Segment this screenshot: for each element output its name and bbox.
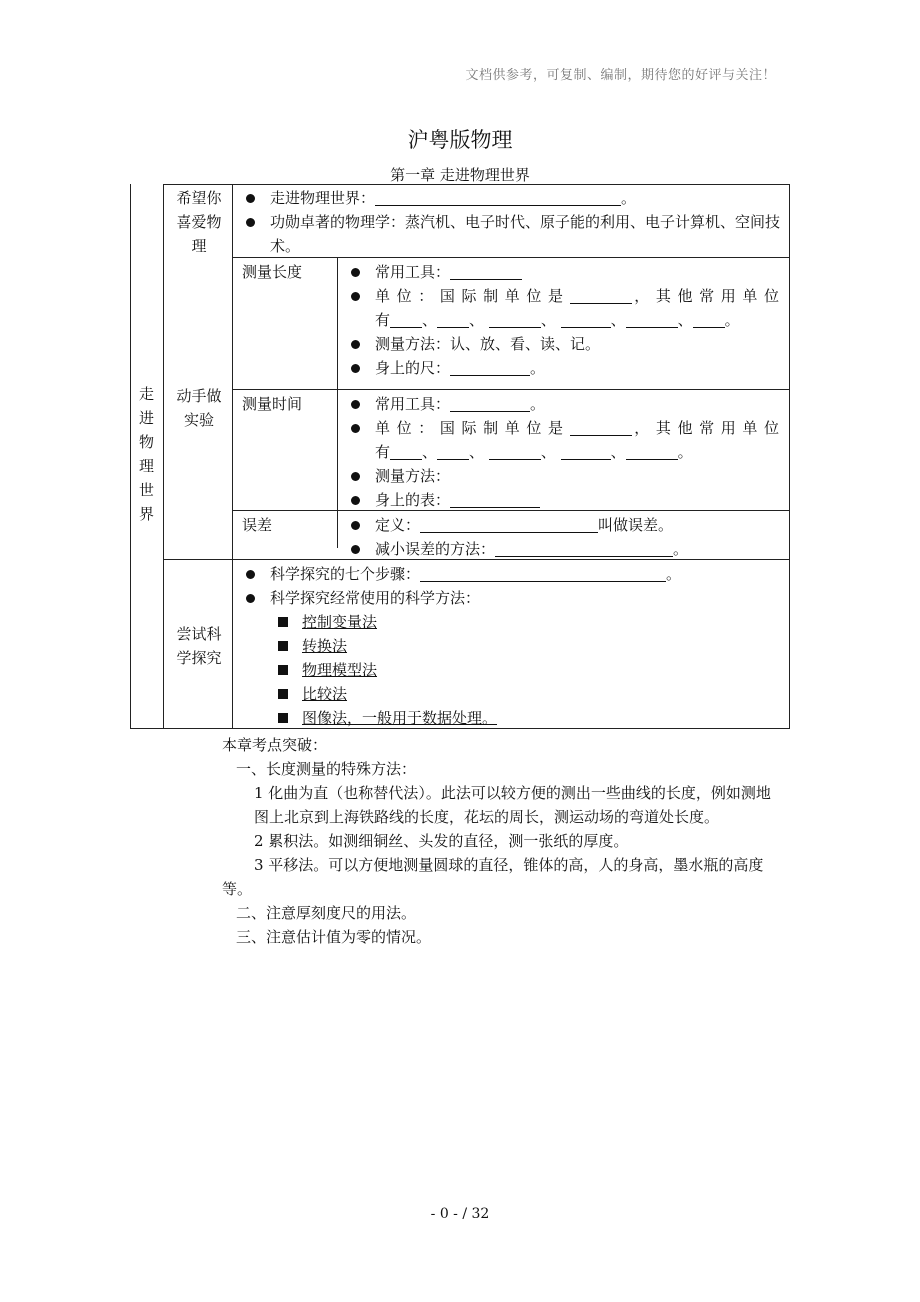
chapter-label-char: 界 (138, 505, 154, 523)
bullet-item (343, 464, 783, 488)
bullet-text-line (375, 284, 783, 308)
notes-text: 1 化曲为直（也称替代法）。此法可以较方便的测出一些曲线的长度，例如测地图上北京到上海铁路线的长度，花坛的周长，测运动场的弯道处长度。 (254, 784, 771, 826)
answer-blank[interactable] (489, 443, 541, 460)
bullet-dot-icon (351, 472, 360, 481)
bullet-square-icon (278, 665, 288, 675)
bullet-dot-icon (351, 521, 360, 530)
bullet-text: 身上的尺： (375, 359, 451, 377)
bullet-item (343, 260, 783, 284)
method-item (238, 610, 783, 634)
bullet-item (238, 210, 783, 258)
bullet-dot-icon (246, 194, 255, 203)
page-title: 沪粤版物理 (407, 128, 513, 152)
notes-paragraph: 一、长度测量的特殊方法： (236, 760, 417, 778)
bullet-text: 科学探究经常使用的科学方法： (270, 589, 481, 607)
chapter-label-char: 物 (138, 433, 154, 451)
notes-paragraph: 3 平移法。可以方便地测量圆球的直径，锥体的高，人的身高，墨水瓶的高度等。 (222, 856, 764, 898)
method-text: 图像法，一般用于数据处理。 (302, 709, 498, 727)
section-content-inquiry (238, 562, 783, 730)
bullet-square-icon (278, 689, 288, 699)
answer-blank[interactable] (420, 565, 666, 582)
bullet-dot-icon (351, 424, 360, 433)
answer-blank[interactable] (420, 516, 598, 533)
chapter-label (130, 382, 163, 526)
bullet-item (343, 537, 783, 561)
topic-label-time: 测量时间 (242, 395, 303, 413)
bullet-dot-icon (351, 496, 360, 505)
answer-blank[interactable] (570, 419, 632, 436)
bullet-text: 测量方法： (375, 467, 451, 485)
bullet-dot-icon (351, 340, 360, 349)
bullet-dot-icon (351, 268, 360, 277)
chapter-label-char: 走 (138, 385, 154, 403)
chapter-title: 第一章 走进物理世界 (390, 166, 530, 184)
answer-blank[interactable] (450, 263, 522, 280)
table-row-divider (232, 389, 789, 390)
notes-paragraph: 二、注意厚刻度尺的用法。 (236, 904, 417, 922)
header-note: 文档供参考，可复制、编制，期待您的好评与关注！ (465, 68, 776, 83)
bullet-item (238, 186, 783, 210)
bullet-dot-icon (246, 594, 255, 603)
bullet-text: ，其他常用单位 (631, 287, 783, 305)
bullet-text: 单位：国际制单位是 (375, 419, 570, 437)
table-border-top (163, 184, 790, 185)
topic-label-length: 测量长度 (242, 263, 303, 281)
answer-blank[interactable] (390, 443, 422, 460)
bullet-dot-icon (246, 218, 255, 227)
bullet-text: 。 (530, 395, 546, 413)
bullet-item (343, 488, 783, 512)
bullet-dot-icon (351, 364, 360, 373)
notes-heading: 本章考点突破： (222, 736, 328, 754)
answer-blank[interactable] (375, 189, 621, 206)
bullet-text: 科学探究的七个步骤： (270, 565, 421, 583)
bullet-text: 常用工具： (375, 395, 451, 413)
answer-blank[interactable] (450, 395, 530, 412)
table-border-right (789, 184, 790, 729)
bullet-text: 叫做误差。 (598, 516, 674, 534)
bullet-square-icon (278, 641, 288, 651)
bullet-text-line (375, 416, 783, 440)
bullet-text: 。 (673, 540, 689, 558)
bullet-text: 。 (621, 189, 637, 207)
section-label-like-physics: 希望你喜爱物理 (176, 189, 222, 255)
bullet-text: 功勋卓著的物理学：蒸汽机、电子时代、原子能的利用、电子计算机、空间技术。 (270, 213, 781, 255)
bullet-text: 单位：国际制单位是 (375, 287, 570, 305)
answer-blank[interactable] (437, 443, 469, 460)
answer-blank[interactable] (495, 540, 673, 557)
method-text: 控制变量法 (302, 613, 378, 631)
bullet-item (238, 586, 783, 610)
method-item (238, 634, 783, 658)
section-content-like-physics (238, 186, 783, 258)
outline-table (130, 184, 790, 729)
answer-blank[interactable] (561, 443, 611, 460)
answer-blank[interactable] (626, 311, 678, 328)
answer-blank[interactable] (693, 311, 725, 328)
notes-paragraph (222, 781, 782, 829)
bullet-text: 定义： (375, 516, 421, 534)
bullet-dot-icon (351, 292, 360, 301)
method-text: 比较法 (302, 685, 348, 703)
bullet-square-icon (278, 617, 288, 627)
bullet-dot-icon (351, 545, 360, 554)
bullet-item (343, 392, 783, 416)
topic-content-length (343, 260, 783, 380)
bullet-text: 。 (666, 565, 682, 583)
bullet-dot-icon (246, 570, 255, 579)
method-item (238, 682, 783, 706)
bullet-dot-icon (351, 400, 360, 409)
answer-blank[interactable] (626, 443, 678, 460)
bullet-square-icon (278, 713, 288, 723)
answer-blank[interactable] (570, 287, 632, 304)
answer-blank[interactable] (390, 311, 422, 328)
bullet-text: 有 (375, 311, 391, 329)
answer-blank[interactable] (489, 311, 541, 328)
table-col-divider (163, 184, 164, 729)
section-label-inquiry: 尝试科学探究 (176, 625, 222, 667)
bullet-text: 走进物理世界： (270, 189, 376, 207)
bullet-text: 身上的表： (375, 491, 451, 509)
notes-paragraph: 三、注意估计值为零的情况。 (236, 928, 432, 946)
chapter-label-char: 进 (138, 409, 154, 427)
method-text: 转换法 (302, 637, 348, 655)
topic-label-error: 误差 (242, 516, 273, 534)
bullet-item (343, 416, 783, 464)
chapter-label-char: 世 (138, 481, 154, 499)
answer-blank[interactable] (450, 359, 530, 376)
topic-content-error (343, 513, 783, 561)
table-col-divider (337, 257, 338, 548)
method-item (238, 706, 783, 730)
page-number: - 0 - / 32 (430, 1206, 490, 1222)
bullet-text: 常用工具： (375, 263, 451, 281)
bullet-item (238, 562, 783, 586)
bullet-item (343, 356, 783, 380)
notes-paragraph: 2 累积法。如测细铜丝、头发的直径，测一张纸的厚度。 (254, 832, 629, 850)
section-label-experiment: 动手做实验 (176, 387, 222, 429)
bullet-text: 。 (530, 359, 546, 377)
bullet-text: 减小误差的方法： (375, 540, 496, 558)
bullet-item (343, 284, 783, 332)
chapter-label-char: 理 (138, 457, 154, 475)
bullet-text: ，其他常用单位 (631, 419, 783, 437)
topic-content-time (343, 392, 783, 512)
bullet-text: 测量方法：认、放、看、读、记。 (375, 335, 601, 353)
table-col-divider (232, 184, 233, 729)
answer-blank[interactable] (561, 311, 611, 328)
bullet-text: 有 (375, 443, 391, 461)
bullet-item (343, 513, 783, 537)
bullet-text-line: 有 、 、 、 、 。 (375, 443, 693, 461)
answer-blank[interactable] (437, 311, 469, 328)
answer-blank[interactable] (450, 491, 540, 508)
method-text: 物理模型法 (302, 661, 378, 679)
chapter-notes (222, 733, 782, 949)
method-item (238, 658, 783, 682)
bullet-text-line: 有 、 、 、 、 、 。 (375, 311, 740, 329)
bullet-item (343, 332, 783, 356)
